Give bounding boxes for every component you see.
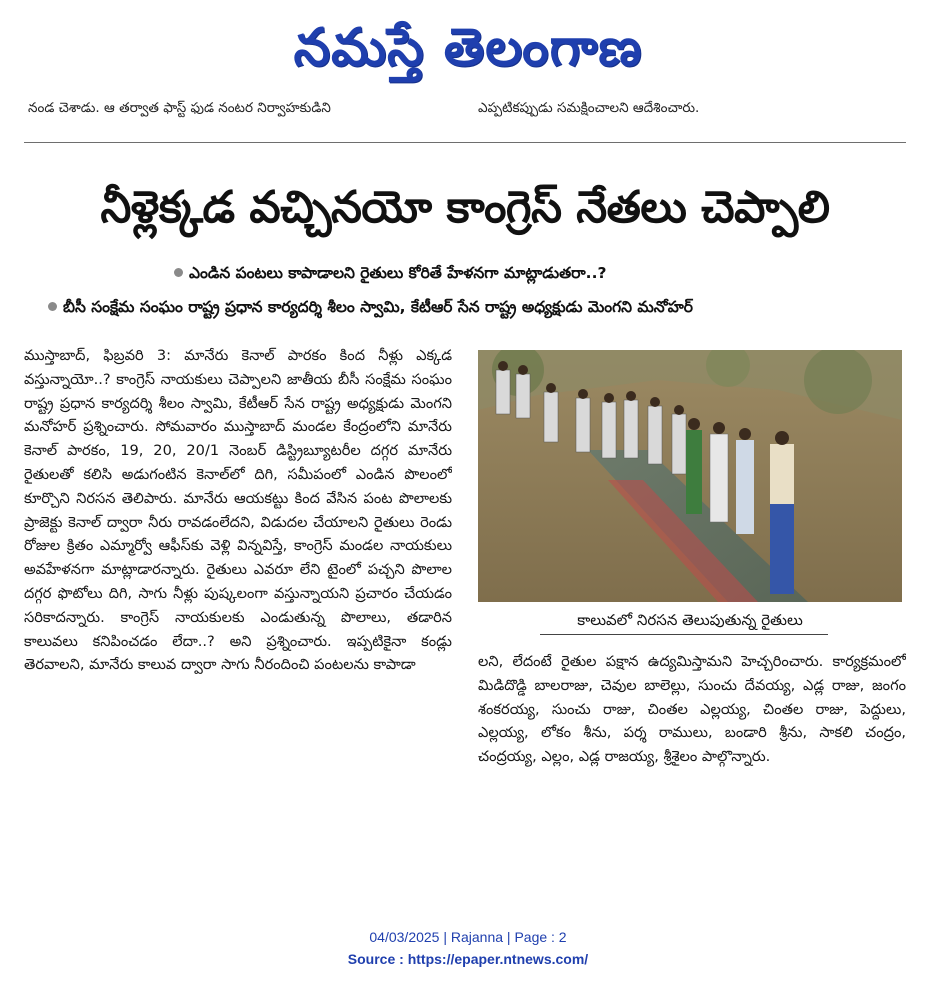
newspaper-logo-title: నమస్తే తెలంగాణ [293, 17, 643, 78]
photo-caption: కాలువలో నిరసన తెలుపుతున్న రైతులు [577, 611, 803, 629]
strip-left-text: నండ చెశాడు. ఆ తర్వాత ఫాస్ట్ ఫుడ నంటర నిర్వాహకుడిని [28, 100, 331, 116]
footer-source-link: Source : https://epaper.ntnews.com/ [347, 951, 589, 967]
article-headline: నీళ్లెక్కడ వచ్చినయో కాంగ్రెస్ నేతలు చెప్పాలి [100, 182, 830, 233]
divider-line [24, 142, 906, 143]
subhead-1-text: ఎండిన పంటలు కాపాడాలని రైతులు కోరితే హేళనగా మాట్లాడుతరా..? [189, 264, 607, 282]
subhead-2 [48, 298, 908, 322]
bullet-icon [48, 302, 57, 311]
strip-right-text: ఎప్పటికప్పుడు సమక్షించాలని ఆదేశించారు. [478, 100, 700, 116]
article-body-right-column: లని, లేదంటే రైతుల పక్షాన ఉద్యమిస్తామని హెచ్చరించారు. కార్యక్రమంలో మిడిదొడ్డి బాలరాజు, చెవుల బాలెల్లు, సుంచు దేవయ్య, ఎడ్ల రాజు, జంగం శంకరయ్య, సుంచు రాజు, చింతల ఎల్లయ్య, చింతల రాజు, పెద్దులు, ఎల్లయ్య, లోకం శీను, పర్శ రాములు, బండారి శ్రీను, సాకలి చంద్రం, చంద్రయ్య, ఎల్లం, ఎడ్ల రాజయ్య, శ్రీశైలం పాల్గొన్నారు. [478, 653, 906, 766]
farmers-in-canal-image [478, 350, 902, 602]
footer-date-edition: 04/03/2025 | Rajanna | Page : 2 [369, 929, 567, 945]
article-body-left-column: ముస్తాబాద్, ఫిబ్రవరి 3: మానేరు కెనాల్ పారకం కింద నీళ్లు ఎక్కడ వస్తున్నాయో..? కాంగ్రెస్ నాయకులు చెప్పాలని జాతీయ బీసీ సంక్షేమ సంఘం రాష్ట్ర ప్రధాన కార్యదర్శి శీలం స్వామి, కేటీఆర్ సేన రాష్ట్ర అధ్యక్షుడు మెంగని మనోహర్ ప్రశ్నించారు. సోమవారం ముస్తాబాద్ మండల కేంద్రంలోని మానేరు కెనాల్ పారకం, 19, 20, 20/1 నెంబర్ డిస్ట్రిబ్యూటరీల దగ్గర మానేరు రైతులతో కలిసి అడుగంటిన కెనాల్‌లో దిగి, సమీపంలో ఎండిన పొలంలో కూర్చొని నిరసన తెలిపారు. మానేరు ఆయకట్టు కింద వేసిన పంట పొలాలకు ప్రాజెక్టు కెనాల్ ద్వారా నీరు రావడంలేదని, విడుదల చేయాలని రైతులు రెండు రోజుల క్రితం ఎమ్మార్వో ఆఫీస్‌కు వెళ్లి విన్నవిస్తే, కాంగ్రెస్ మండల నాయకులు అవహేళనగా మాట్లాడారన్నారు. రైతులు ఎవరూ లేని టైంలో పచ్చని పొలాల దగ్గర ఫొటోలు దిగి, సాగు నీళ్లు పుష్కలంగా వస్తున్నాయని ప్రచారం చేయడం సరికాదన్నారు. కాంగ్రెస్ నాయకులకు ఎండుతున్న పొలాలు, తడారిన కాలువలు కనిపించడం లేదా..? అని ప్రశ్నించారు. ఇప్పటికైనా కండ్లు తెరవాలని, మానేరు కాలువ ద్వారా సాగు నీరందించి పంటలను కాపాడా [24, 347, 452, 674]
caption-underline [540, 634, 828, 635]
subhead-1 [174, 264, 894, 288]
page-footer [0, 926, 936, 976]
masthead [0, 8, 936, 88]
previous-article-strip [28, 100, 908, 124]
bullet-icon [174, 268, 183, 277]
subhead-2-text: బీసీ సంక్షేమ సంఘం రాష్ట్ర ప్రధాన కార్యదర్శి శీలం స్వామి, కేటీఆర్ సేన రాష్ట్ర అధ్యక్షుడు మెంగని మనోహర్ [63, 298, 693, 316]
protest-photo [478, 350, 902, 602]
